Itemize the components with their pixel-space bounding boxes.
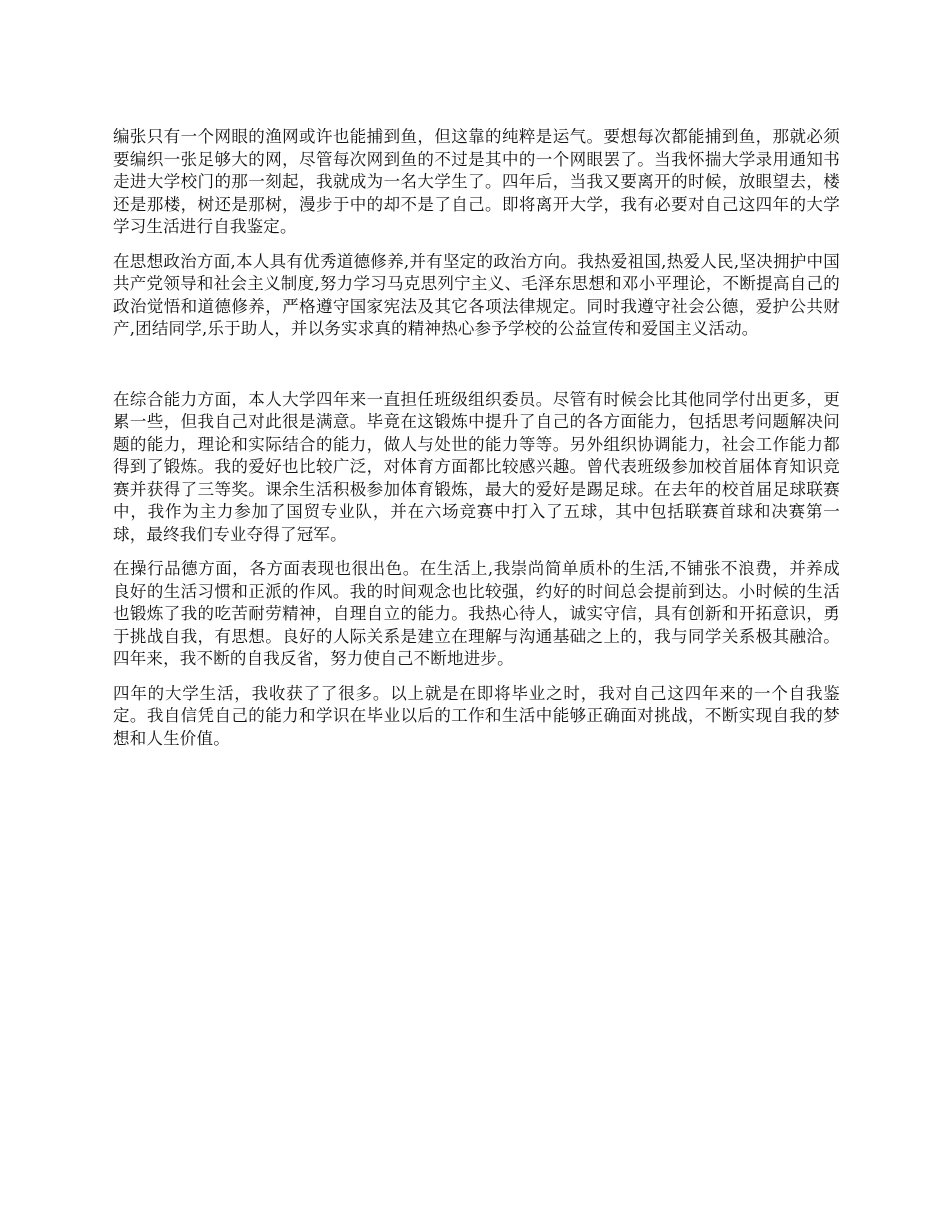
paragraph-conduct: 在操行品德方面，各方面表现也很出色。在生活上,我崇尚简单质朴的生活,不铺张不浪费，并养成良好的生活习惯和正派的作风。我的时间观念也比较强，约好的时间总会提前到达。小时候的生活也锻炼了我的吃苦耐劳精神，自理自立的能力。我热心待人，诚实守信，具有创新和开拓意识，勇于挑战自我，有思想。良好的人际关系是建立在理解与沟通基础之上的，我与同学关系极其融洽。四年来，我不断的自我反省，努力使自己不断地进步。: [113, 559, 840, 668]
paragraph-ability: 在综合能力方面，本人大学四年来一直担任班级组织委员。尽管有时候会比其他同学付出更多，更累一些，但我自己对此很是满意。毕竟在这锻炼中提升了自己的各方面能力，包括思考问题解决问题的能力，理论和实际结合的能力，做人与处世的能力等等。另外组织协调能力，社会工作能力都得到了锻炼。我的爱好也比较广泛，对体育方面都比较感兴趣。曾代表班级参加校首届体育知识竞赛并获得了三等奖。课余生活积极参加体育锻炼，最大的爱好是踢足球。在去年的校首届足球联赛中，我作为主力参加了国贸专业队，并在六场竞赛中打入了五球，其中包括联赛首球和决赛第一球，最终我们专业夺得了冠军。: [113, 389, 840, 544]
paragraph-spacer: [113, 239, 840, 251]
paragraph-intro: 编张只有一个网眼的渔网或许也能捕到鱼，但这靠的纯粹是运气。要想每次都能捕到鱼，那就必须要编织一张足够大的网，尽管每次网到鱼的不过是其中的一个网眼罢了。当我怀揣大学录用通知书走进大学校门的那一刻起，我就成为一名大学生了。四年后，当我又要离开的时候，放眼望去，楼还是那楼，树还是那树，漫步于中的却不是了自己。即将离开大学，我有必要对自己这四年的大学学习生活进行自我鉴定。: [113, 127, 840, 236]
paragraph-political: 在思想政治方面,本人具有优秀道德修养,并有坚定的政治方向。我热爱祖国,热爱人民,坚决拥护中国共产党领导和社会主义制度,努力学习马克思列宁主义、毛泽东思想和邓小平理论，不断提高自己的政治觉悟和道德修养，严格遵守国家宪法及其它各项法律规定。同时我遵守社会公德，爱护公共财产,团结同学,乐于助人，并以务实求真的精神热心参予学校的公益宣传和爱国主义活动。: [113, 251, 840, 338]
section-spacer: [113, 341, 840, 389]
paragraph-spacer: [113, 671, 840, 683]
paragraph-spacer: [113, 546, 840, 558]
document-body: [113, 126, 840, 750]
paragraph-conclusion: 四年的大学生活，我收获了了很多。以上就是在即将毕业之时，我对自己这四年来的一个自我鉴定。我自信凭自己的能力和学识在毕业以后的工作和生活中能够正确面对挑战，不断实现自我的梦想和人生价值。: [113, 683, 840, 748]
